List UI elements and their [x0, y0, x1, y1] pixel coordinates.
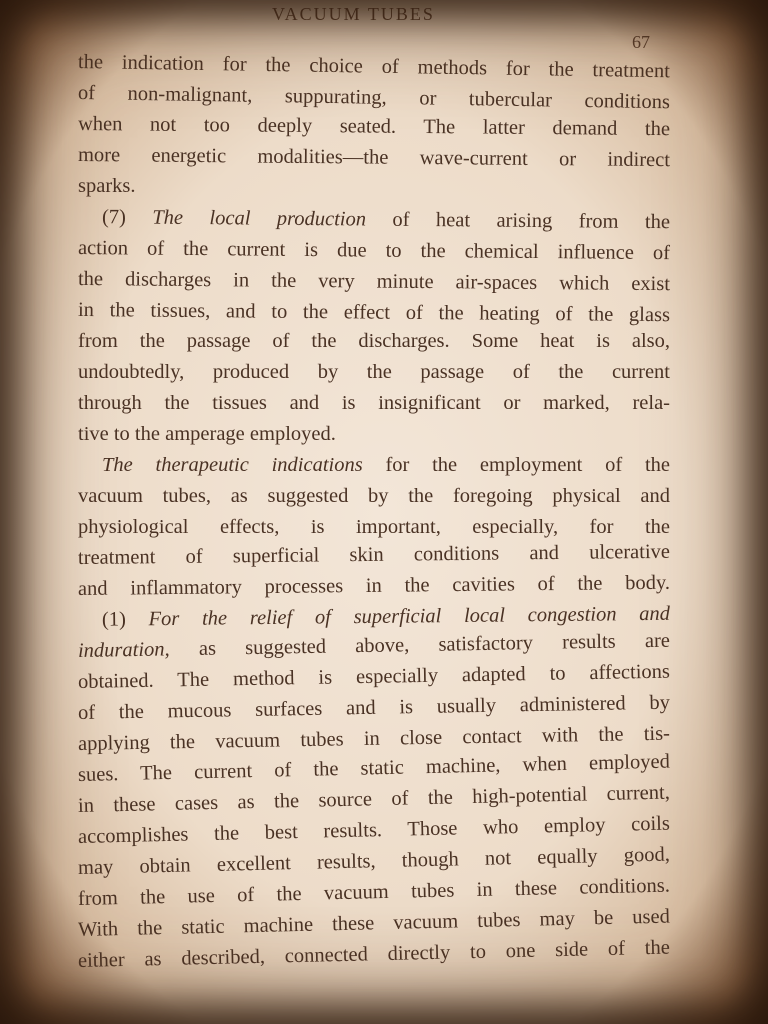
text-line: when not too deeply seated. The latter demand the [77, 113, 671, 141]
text-line: sues. The current of the static machine, when employed [77, 750, 671, 786]
text-line: vacuum tubes, as suggested by the foregoing physical and [78, 485, 670, 507]
book-page [72, 0, 672, 1000]
text-line: sparks. [78, 175, 136, 197]
text-line: from the use of the vacuum tubes in these conditions. [77, 874, 671, 910]
text-line: and inflammatory processes in the cavities of the body. [77, 571, 671, 600]
text-line: of the mucous surfaces and is usually administered by [77, 691, 671, 724]
text-line [78, 202, 670, 238]
text-run: for the employment of the [362, 454, 670, 476]
text-line: through the tissues and is insignificant or marked, rela- [78, 392, 670, 414]
italic-run: induration, [77, 638, 170, 662]
text-line: accomplishes the best results. Those who employ coils [77, 812, 671, 848]
text-run: (7) [101, 206, 153, 229]
text-line: the discharges in the very minute air-spaces which exist [77, 268, 671, 296]
text-line: the indication for the choice of methods for the treatment [77, 51, 671, 83]
text-line: action of the current is due to the chemical influence of [77, 237, 671, 265]
text-line: With the static machine these vacuum tubes may be used [77, 905, 671, 941]
body-text [78, 47, 670, 977]
text-line: in the tissues, and to the effect of the heating of the glass [77, 299, 671, 327]
text-line: of non-malignant, suppurating, or tubercular conditions [77, 82, 671, 114]
text-line: may obtain excellent results, though not equally good, [77, 843, 671, 879]
text-run: of heat arising from the [365, 208, 671, 234]
text-line: treatment of superficial skin conditions and ulcerative [77, 540, 671, 569]
text-line: physiological effects, is important, especially, for the [78, 516, 670, 538]
text-run: as suggested above, satisfactory results are [169, 629, 671, 661]
text-line: either as described, connected directly to one side of the [77, 936, 671, 972]
text-line: applying the vacuum tubes in close contact with the tis- [77, 722, 671, 755]
text-line [78, 450, 670, 481]
text-run: (1) [101, 608, 149, 631]
italic-run: The therapeutic indications [102, 454, 363, 476]
running-head: VACUUM TUBES [272, 4, 435, 24]
text-line: from the passage of the discharges. Some heat is also, [78, 330, 670, 352]
text-line: more energetic modalities—the wave-current or indirect [77, 144, 671, 172]
italic-run: The local production [152, 206, 367, 231]
text-line: in these cases as the source of the high-potential current, [77, 781, 671, 817]
text-line: undoubtedly, produced by the passage of the current [78, 361, 670, 383]
text-line: tive to the amperage employed. [78, 423, 336, 445]
italic-run: For the relief of superficial local congestion and [148, 602, 671, 631]
text-line: obtained. The method is especially adapted to affections [77, 660, 671, 693]
page-number: 67 [632, 32, 650, 52]
